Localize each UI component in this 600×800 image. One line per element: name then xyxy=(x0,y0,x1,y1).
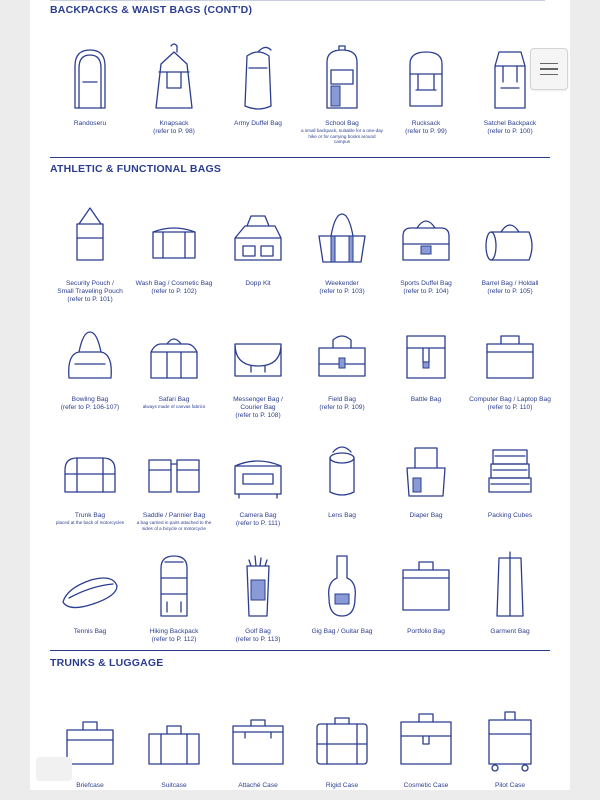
item-trunk-bag xyxy=(48,432,132,548)
randoseru-icon xyxy=(57,42,123,116)
wash-bag-icon xyxy=(141,202,207,276)
item-school-bag xyxy=(300,40,384,156)
item-guitar-bag xyxy=(300,548,384,664)
item-label: Battle Bag xyxy=(410,396,442,403)
item-label: Packing Cubes xyxy=(487,512,533,519)
page-reference: (refer to P. 108) xyxy=(235,411,281,419)
section-divider xyxy=(50,157,550,158)
item-label: Suitcase xyxy=(161,782,187,789)
item-label: Computer Bag / Laptop Bag xyxy=(469,396,551,403)
page-reference: (refer to P. 98) xyxy=(153,127,195,135)
item-label: Weekender xyxy=(325,280,359,287)
item-label: Dopp Kit xyxy=(245,280,271,287)
packing-cubes-icon xyxy=(477,434,543,508)
item-note: placed at the back of motorcycles xyxy=(55,519,125,525)
item-portfolio-bag xyxy=(384,548,468,664)
item-label: Knapsack xyxy=(159,120,189,127)
sports-duffel-bag-icon xyxy=(393,202,459,276)
diaper-bag-icon xyxy=(393,434,459,508)
item-label: Tennis Bag xyxy=(73,628,107,635)
item-label: Barrel Bag / Holdall xyxy=(481,280,539,287)
item-weekender xyxy=(300,200,384,316)
page-reference: (refer to P. 101) xyxy=(67,295,113,303)
item-randoseru xyxy=(48,40,132,156)
item-dopp-kit xyxy=(216,200,300,316)
item-label: Field Bag xyxy=(328,396,356,403)
pilot-case-icon xyxy=(477,704,543,778)
item-label: Gig Bag / Guitar Bag xyxy=(311,628,373,635)
security-pouch-icon xyxy=(57,202,123,276)
item-camera-bag xyxy=(216,432,300,548)
item-pilot-case xyxy=(468,702,552,790)
trunk-bag-icon xyxy=(57,434,123,508)
item-label: Hiking Backpack xyxy=(149,628,199,635)
item-label: Attaché Case xyxy=(238,782,278,789)
saddle-bag-icon xyxy=(141,434,207,508)
cosmetic-case-icon xyxy=(393,704,459,778)
item-battle-bag xyxy=(384,316,468,432)
computer-bag-icon xyxy=(477,318,543,392)
item-hiking-backpack xyxy=(132,548,216,664)
item-attache-case xyxy=(216,702,300,790)
item-safari-bag xyxy=(132,316,216,432)
section-title-backpacks: BACKPACKS & WAIST BAGS (CONT'D) xyxy=(50,4,253,16)
camera-bag-icon xyxy=(225,434,291,508)
section-title-trunks: TRUNKS & LUGGAGE xyxy=(50,657,164,669)
section-divider xyxy=(50,650,550,651)
lens-bag-icon xyxy=(309,434,375,508)
item-label: Lens Bag xyxy=(328,512,356,519)
item-label: Randoseru xyxy=(73,120,107,127)
top-rule xyxy=(50,0,545,1)
item-security-pouch xyxy=(48,200,132,316)
item-label: Wash Bag / Cosmetic Bag xyxy=(135,280,213,287)
document-page xyxy=(30,0,570,790)
item-note: a bag carried in pairs attached to the sides of a bicycle or motorcycle xyxy=(136,519,212,531)
messenger-bag-icon xyxy=(225,318,291,392)
hamburger-icon xyxy=(540,74,558,76)
item-knapsack xyxy=(132,40,216,156)
page-reference: (refer to P. 109) xyxy=(319,403,365,411)
item-note: always made of canvas fabrics xyxy=(142,403,206,409)
item-lens-bag xyxy=(300,432,384,548)
rigid-case-icon xyxy=(309,704,375,778)
page-reference: (refer to P. 105) xyxy=(487,287,533,295)
item-garment-bag xyxy=(468,548,552,664)
item-packing-cubes xyxy=(468,432,552,548)
item-label: Safari Bag xyxy=(158,396,190,403)
item-label: Cosmetic Case xyxy=(403,782,449,789)
item-label: Golf Bag xyxy=(245,628,271,635)
item-label: Messenger Bag / xyxy=(233,396,283,403)
item-label: Rigid Case xyxy=(325,782,359,789)
suitcase-icon xyxy=(141,704,207,778)
item-label: Portfolio Bag xyxy=(407,628,445,635)
garment-bag-icon xyxy=(477,550,543,624)
item-rigid-case xyxy=(300,702,384,790)
item-field-bag xyxy=(300,316,384,432)
item-rucksack xyxy=(384,40,468,156)
page-reference: (refer to P. 100) xyxy=(487,127,533,135)
weekender-icon xyxy=(309,202,375,276)
army-duffel-bag-icon xyxy=(225,42,291,116)
knapsack-icon xyxy=(141,42,207,116)
page-reference: (refer to P. 112) xyxy=(151,635,197,643)
page-reference: (refer to P. 106-107) xyxy=(60,403,120,411)
item-label: School Bag xyxy=(325,120,359,127)
hiking-backpack-icon xyxy=(141,550,207,624)
safari-bag-icon xyxy=(141,318,207,392)
page-reference: (refer to P. 110) xyxy=(487,403,533,411)
item-label: Trunk Bag xyxy=(74,512,106,519)
page-reference: (refer to P. 111) xyxy=(235,519,281,527)
item-saddle-bag xyxy=(132,432,216,548)
section-title-athletic: ATHLETIC & FUNCTIONAL BAGS xyxy=(50,163,222,175)
page-reference: (refer to P. 103) xyxy=(319,287,365,295)
field-bag-icon xyxy=(309,318,375,392)
item-label-line2: Courier Bag xyxy=(240,403,276,411)
hamburger-icon xyxy=(540,68,558,70)
item-label: Diaper Bag xyxy=(409,512,443,519)
item-label: Camera Bag xyxy=(239,512,277,519)
hamburger-icon xyxy=(540,63,558,65)
item-label: Briefcase xyxy=(76,782,104,789)
portfolio-bag-icon xyxy=(393,550,459,624)
item-diaper-bag xyxy=(384,432,468,548)
attache-case-icon xyxy=(225,704,291,778)
item-cosmetic-case xyxy=(384,702,468,790)
luggage-grid xyxy=(48,702,552,790)
item-label: Army Duffel Bag xyxy=(234,120,282,127)
battle-bag-icon xyxy=(393,318,459,392)
item-suitcase xyxy=(132,702,216,790)
item-label: Bowling Bag xyxy=(71,396,109,403)
item-note: a small backpack, suitable for a one-day hike or for carrying books around campus xyxy=(301,127,383,145)
item-barrel-bag xyxy=(468,200,552,316)
item-sports-duffel-bag xyxy=(384,200,468,316)
item-label: Security Pouch / xyxy=(65,280,114,287)
item-label: Satchel Backpack xyxy=(483,120,537,127)
golf-bag-icon xyxy=(225,550,291,624)
item-computer-bag xyxy=(468,316,552,432)
bowling-bag-icon xyxy=(57,318,123,392)
item-label-line2: Small Traveling Pouch xyxy=(57,287,123,295)
item-label: Sports Duffel Bag xyxy=(400,280,452,287)
item-label: Saddle / Pannier Bag xyxy=(142,512,206,519)
page-reference: (refer to P. 99) xyxy=(405,127,447,135)
page-reference: (refer to P. 104) xyxy=(403,287,449,295)
item-label: Pilot Case xyxy=(494,782,526,789)
item-tennis-bag xyxy=(48,548,132,664)
page-reference: (refer to P. 113) xyxy=(235,635,281,643)
menu-button[interactable] xyxy=(530,48,568,90)
item-bowling-bag xyxy=(48,316,132,432)
tennis-bag-icon xyxy=(57,550,123,624)
rucksack-icon xyxy=(393,42,459,116)
item-messenger-bag xyxy=(216,316,300,432)
page-reference: (refer to P. 102) xyxy=(151,287,197,295)
dopp-kit-icon xyxy=(225,202,291,276)
barrel-bag-icon xyxy=(477,202,543,276)
school-bag-icon xyxy=(309,42,375,116)
backpacks-grid xyxy=(48,40,552,156)
item-golf-bag xyxy=(216,548,300,664)
item-label: Garment Bag xyxy=(490,628,530,635)
item-army-duffel-bag xyxy=(216,40,300,156)
item-label: Rucksack xyxy=(411,120,441,127)
guitar-bag-icon xyxy=(309,550,375,624)
corner-placeholder xyxy=(36,757,72,781)
athletic-grid xyxy=(48,200,552,664)
item-wash-bag xyxy=(132,200,216,316)
